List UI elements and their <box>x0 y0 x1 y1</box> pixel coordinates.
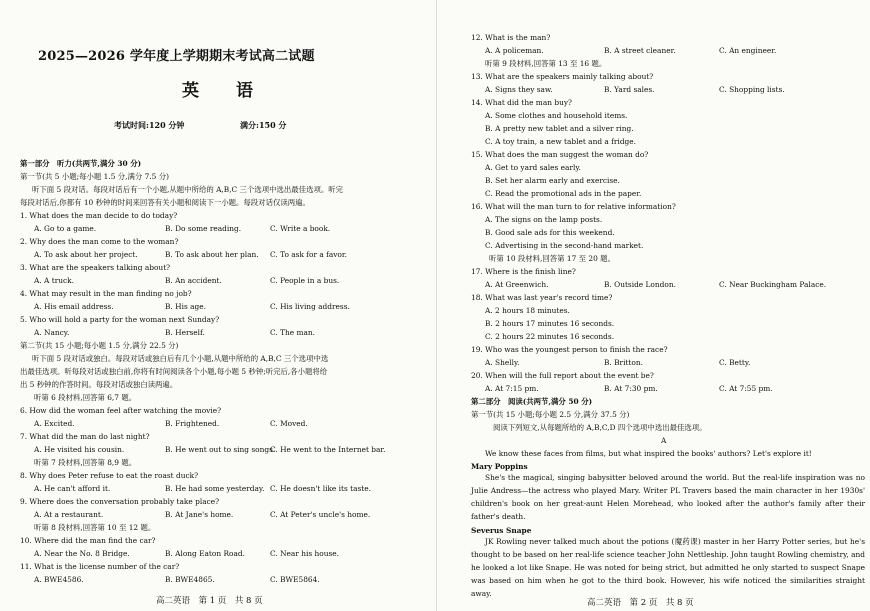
passage-intro: We know these faces from films, but what inspired the books' authors? Let's explore it! <box>485 449 812 458</box>
section-title-severus-snape: Severus Snape <box>471 526 532 535</box>
section1-instruction: 听下面 5 段对话。每段对话后有一个小题,从题中所给的 A,B,C 三个选项中选出最佳选项。听完 <box>32 185 344 194</box>
option: A. He visited his cousin. <box>34 445 125 454</box>
option: B. Yard sales. <box>604 85 655 94</box>
question-12: 12. What is the man? <box>471 33 551 42</box>
option: B. 2 hours 17 minutes 16 seconds. <box>485 319 615 328</box>
exam-page-2 <box>436 0 870 611</box>
exam-time: 考试时间:120 分钟 <box>114 120 185 130</box>
section2-instruction: 听下面 5 段对话或独白。每段对话或独白后有几个小题,从题中所给的 A,B,C 三个选项中选 <box>32 354 329 363</box>
option: B. A pretty new tablet and a silver ring. <box>485 124 634 133</box>
page-footer: 高二英语 第 1 页 共 8 页 <box>156 596 263 606</box>
option: A. Some clothes and household items. <box>485 111 628 120</box>
option: C. Read the promotional ads in the paper. <box>485 189 642 198</box>
option: C. At 7:55 pm. <box>719 384 773 393</box>
exam-title: 2025—2026 学年度上学期期末考试高二试题 <box>38 49 315 64</box>
option: C. Advertising in the second-hand market. <box>485 241 644 250</box>
question-11: 11. What is the license number of the car? <box>20 562 180 571</box>
option: C. Near Buckingham Palace. <box>719 280 827 289</box>
question-10: 10. Where did the man find the car? <box>20 536 156 545</box>
option: A. A policeman. <box>485 46 544 55</box>
option: C. An engineer. <box>719 46 777 55</box>
option: C. He went to the Internet bar. <box>270 445 386 454</box>
option: A. At a restaurant. <box>34 510 104 519</box>
question-19: 19. Who was the youngest person to finish the race? <box>471 345 668 354</box>
question-6: 6. How did the woman feel after watching the movie? <box>20 406 222 415</box>
reading-section1-heading: 第一节(共 15 小题;每小题 2.5 分,满分 37.5 分) <box>471 410 630 419</box>
option: A. Signs they saw. <box>485 85 553 94</box>
option: C. He doesn't like its taste. <box>270 484 371 493</box>
option: B. Outside London. <box>604 280 676 289</box>
section1-instruction: 每段对话后,你都有 10 秒钟的时间来回答有关小题和阅读下一小题。每段对话仅读两遍。 <box>20 198 310 207</box>
page-footer: 高二英语 第 2 页 共 8 页 <box>587 598 694 608</box>
material-note: 听第 10 段材料,回答第 17 至 20 题。 <box>489 254 615 263</box>
question-3: 3. What are the speakers talking about? <box>20 263 171 272</box>
option: A. At 7:15 pm. <box>485 384 539 393</box>
paragraph-mary-poppins: She's the magical, singing babysitter beloved around the world. But the real-life inspiration was no Julie Andress—the actress who played Mary. Writer PL Travers based the main character in her 1930s' children's book on her great-aunt Helen Morehead, who looked after the author's family after their father's death. <box>471 473 865 521</box>
option: B. Along Eaton Road. <box>165 549 245 558</box>
option: B. Set her alarm early and exercise. <box>485 176 620 185</box>
section2-instruction: 出最佳选项。听每段对话或独白前,你将有时间阅读各个小题,每小题 5 秒钟;听完后,各小题将给 <box>20 367 328 376</box>
option: B. To ask about her plan. <box>165 250 259 259</box>
option: B. He had some yesterday. <box>165 484 265 493</box>
full-score: 满分:150 分 <box>240 120 287 130</box>
option: A. He can't afford it. <box>34 484 111 493</box>
option: C. The man. <box>270 328 316 337</box>
option: A. Near the No. 8 Bridge. <box>34 549 130 558</box>
section-title-mary-poppins: Mary Poppins <box>471 462 528 471</box>
option: A. BWE4586. <box>34 575 84 584</box>
option: B. At 7:30 pm. <box>604 384 658 393</box>
section1-heading: 第一节(共 5 小题;每小题 1.5 分,满分 7.5 分) <box>20 172 169 181</box>
option: B. A street cleaner. <box>604 46 676 55</box>
option: A. Go to a game. <box>34 224 97 233</box>
option: B. Britton. <box>604 358 643 367</box>
option: A. Nancy. <box>34 328 70 337</box>
question-13: 13. What are the speakers mainly talking about? <box>471 72 654 81</box>
material-note: 听第 9 段材料,回答第 13 至 16 题。 <box>485 59 607 68</box>
question-1: 1. What does the man decide to do today? <box>20 211 178 220</box>
option: C. At Peter's uncle's home. <box>270 510 371 519</box>
option: A. At Greenwich. <box>485 280 549 289</box>
option: B. BWE4865. <box>165 575 215 584</box>
option: C. A toy train, a new tablet and a fridge. <box>485 137 636 146</box>
part2-heading: 第二部分 阅读(共两节,满分 50 分) <box>471 397 593 406</box>
question-16: 16. What will the man turn to for relative information? <box>471 202 676 211</box>
passage-label: A <box>661 436 667 445</box>
question-14: 14. What did the man buy? <box>471 98 572 107</box>
paragraph-severus-snape: JK Rowling never talked much about the potions (魔药课) master in her Harry Potter series, but he's thought to be based on her real-life science teacher John Nettleship. John taught Rowling chemistry, and he looked a lot like Snape. He was noted for being strict, but admitted he only started to suspect Snape was based on him when he got to the third book. However, his wife noticed the similarities straight away. <box>471 537 865 598</box>
question-20: 20. When will the full report about the event be? <box>471 371 654 380</box>
option: B. An accident. <box>165 276 222 285</box>
option: A. To ask about her project. <box>34 250 138 259</box>
option: C. Write a book. <box>270 224 331 233</box>
option: B. His age. <box>165 302 206 311</box>
question-7: 7. What did the man do last night? <box>20 432 150 441</box>
option: C. People in a bus. <box>270 276 340 285</box>
option: A. His email address. <box>34 302 114 311</box>
question-18: 18. What was last year's record time? <box>471 293 613 302</box>
option: B. He went out to sing songs. <box>165 445 276 454</box>
option: B. Herself. <box>165 328 205 337</box>
option: C. Betty. <box>719 358 751 367</box>
section2-instruction: 出 5 秒钟的作答时间。每段对话或独白读两遍。 <box>20 380 178 389</box>
option: C. Moved. <box>270 419 308 428</box>
material-note: 听第 8 段材料,回答第 10 至 12 题。 <box>34 523 156 532</box>
option: C. BWE5864. <box>270 575 320 584</box>
part1-heading: 第一部分 听力(共两节,满分 30 分) <box>20 159 142 168</box>
option: B. Do some reading. <box>165 224 242 233</box>
question-4: 4. What may result in the man finding no job? <box>20 289 192 298</box>
option: C. His living address. <box>270 302 350 311</box>
question-17: 17. Where is the finish line? <box>471 267 576 276</box>
option: C. To ask for a favor. <box>270 250 347 259</box>
option: C. Near his house. <box>270 549 339 558</box>
option: B. At Jane's home. <box>165 510 234 519</box>
option: C. Shopping lists. <box>719 85 785 94</box>
option: A. Get to yard sales early. <box>485 163 581 172</box>
subject-heading: 英 语 <box>182 81 263 101</box>
question-8: 8. Why does Peter refuse to eat the roast duck? <box>20 471 199 480</box>
option: A. 2 hours 18 minutes. <box>485 306 570 315</box>
material-note: 听第 6 段材料,回答第 6,7 题。 <box>34 393 137 402</box>
question-15: 15. What does the man suggest the woman do? <box>471 150 649 159</box>
option: A. The signs on the lamp posts. <box>485 215 603 224</box>
option: B. Good sale ads for this weekend. <box>485 228 615 237</box>
option: B. Frightened. <box>165 419 220 428</box>
option: A. Excited. <box>34 419 75 428</box>
reading-instruction: 阅读下列短文,从每题所给的 A,B,C,D 四个选项中选出最佳选项。 <box>493 423 707 432</box>
question-5: 5. Who will hold a party for the woman next Sunday? <box>20 315 220 324</box>
option: C. 2 hours 22 minutes 16 seconds. <box>485 332 615 341</box>
option: A. Shelly. <box>485 358 520 367</box>
question-2: 2. Why does the man come to the woman? <box>20 237 179 246</box>
option: A. A truck. <box>34 276 74 285</box>
material-note: 听第 7 段材料,回答第 8,9 题。 <box>34 458 137 467</box>
question-9: 9. Where does the conversation probably take place? <box>20 497 220 506</box>
section2-heading: 第二节(共 15 小题;每小题 1.5 分,满分 22.5 分) <box>20 341 179 350</box>
